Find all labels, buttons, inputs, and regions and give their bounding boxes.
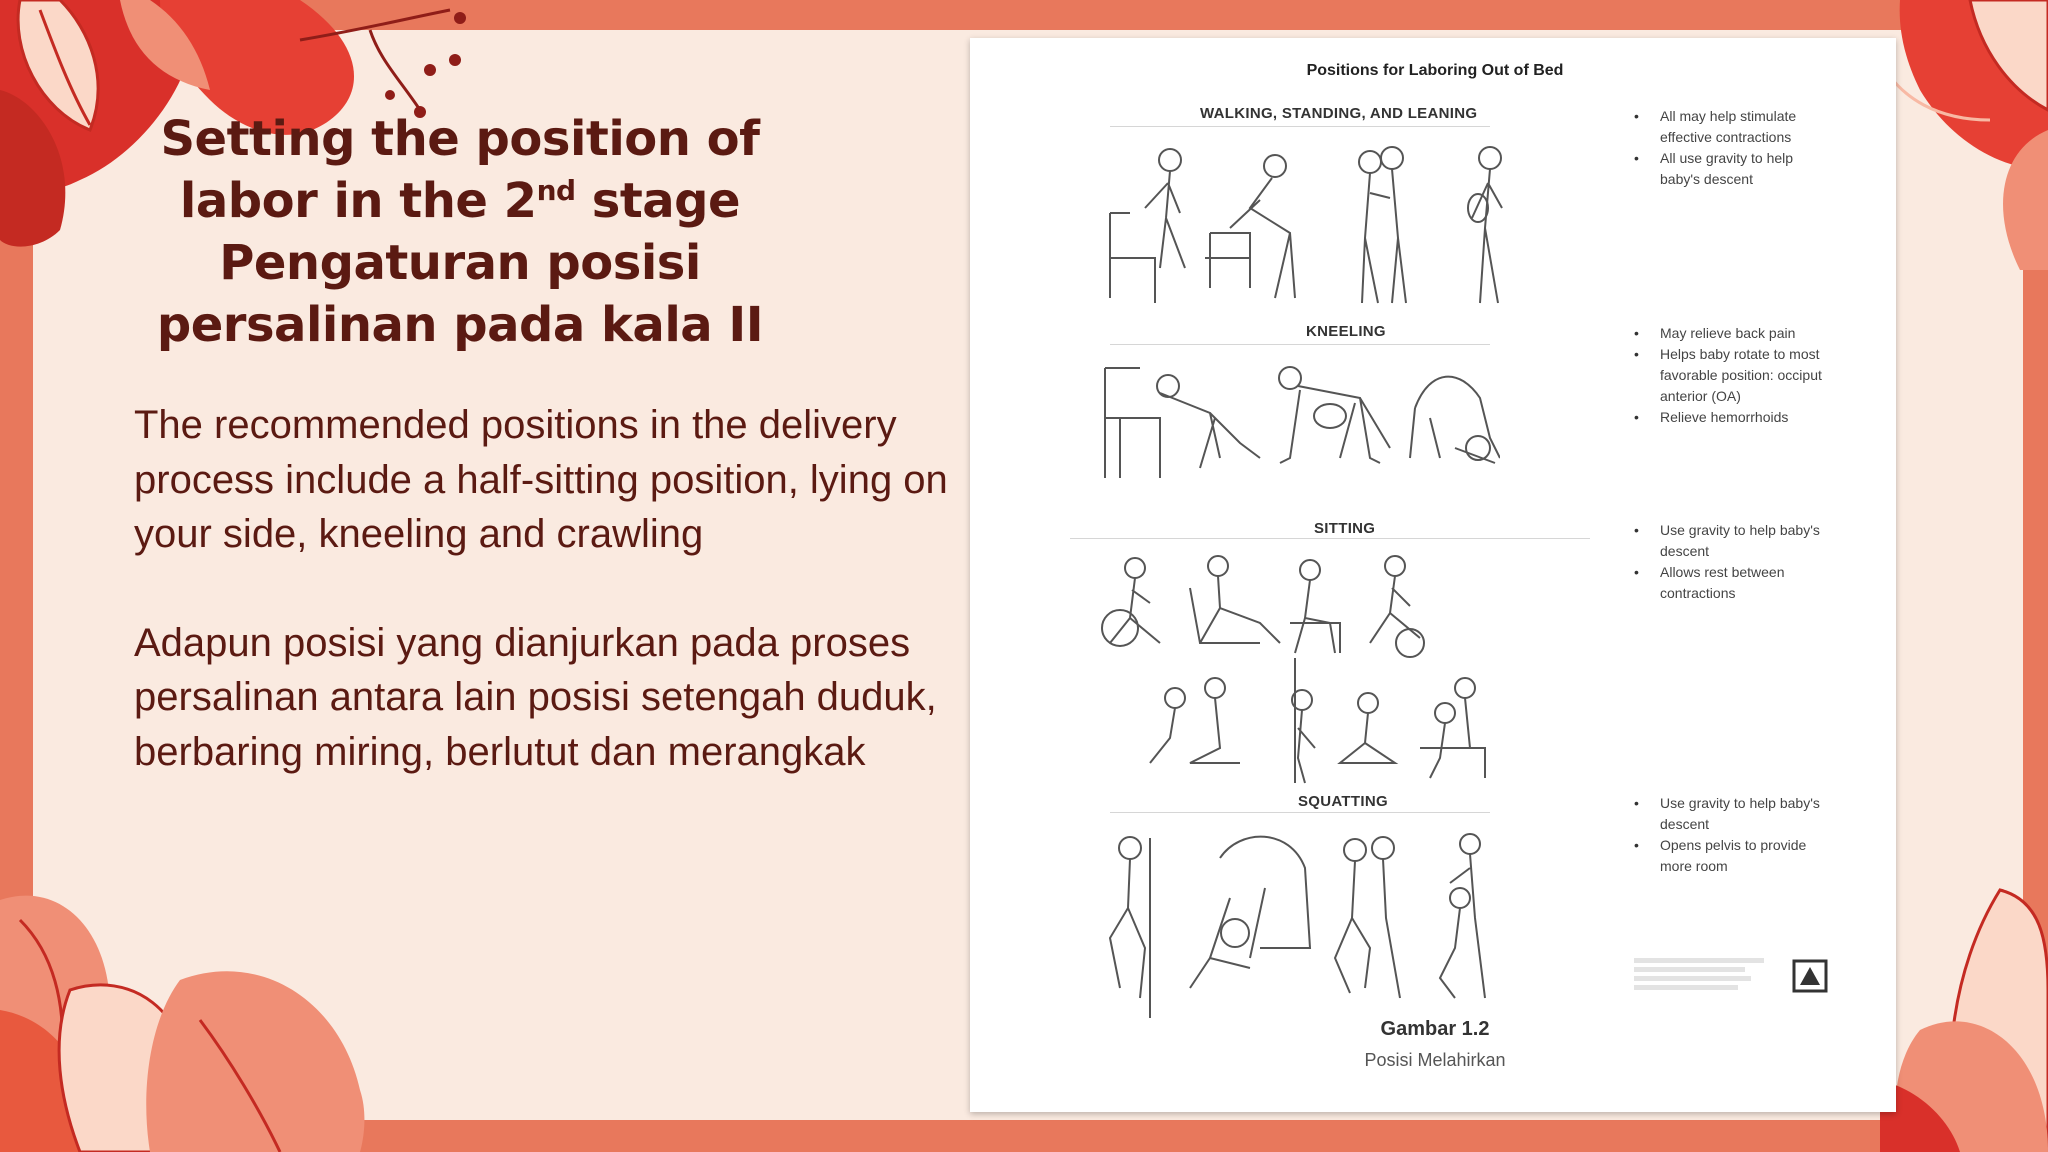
section-divider: [1070, 538, 1590, 539]
title-line-2-post: stage: [575, 173, 741, 229]
bullet-item: • All use gravity to help baby's descent: [1630, 148, 1830, 190]
section-label-walking: WALKING, STANDING, AND LEANING: [1200, 105, 1478, 122]
bullets-squatting: [1630, 793, 1830, 877]
figure-caption-subtitle: Posisi Melahirkan: [1364, 1050, 1506, 1070]
bullet-item: • All may help stimulate effective contractions: [1630, 106, 1830, 148]
bullets-walking: [1630, 106, 1830, 190]
bullet-item: • Relieve hemorrhoids: [1630, 407, 1830, 428]
body-text: [134, 398, 964, 779]
figure-caption-title: Gambar 1.2: [1380, 1018, 1490, 1040]
title-superscript: nd: [536, 174, 576, 207]
leaf-decoration-bottom-right: [1880, 880, 2048, 1152]
section-label-sitting: SITTING: [1314, 520, 1376, 537]
paragraph-indonesian: Adapun posisi yang dianjurkan pada proses persalinan antara lain posisi setengah duduk, berbaring miring, berlutut dan merangkak: [134, 620, 937, 774]
title-line-2: [120, 170, 800, 232]
title-line-2-pre: labor in the 2: [179, 173, 537, 229]
illustration-walking-standing: [1100, 138, 1520, 328]
figure-source-note: [1634, 958, 1764, 990]
labor-positions-figure: [970, 38, 1896, 1112]
leaf-decoration-bottom-left: [0, 860, 400, 1152]
section-divider: [1110, 812, 1490, 813]
bullet-item: • Opens pelvis to provide more room: [1630, 835, 1830, 877]
bullet-item: • Allows rest between contractions: [1630, 562, 1830, 604]
leaf-decoration-top-right: [1880, 0, 2048, 280]
section-divider: [1110, 126, 1490, 127]
title-line-4: persalinan pada kala II: [156, 297, 764, 353]
illustration-sitting: [1090, 548, 1510, 798]
figure-title: Positions for Laboring Out of Bed: [1306, 62, 1564, 79]
title-line-3: Pengaturan posisi: [219, 235, 701, 291]
bullet-item: • May relieve back pain: [1630, 323, 1830, 344]
title-line-1: Setting the position of: [160, 111, 760, 167]
section-label-kneeling: KNEELING: [1306, 323, 1386, 340]
publisher-logo-icon: [1792, 959, 1828, 993]
bullets-kneeling: [1630, 323, 1830, 428]
illustration-squatting: [1090, 828, 1510, 1038]
bullet-item: • Helps baby rotate to most favorable position: occiput anterior (OA): [1630, 344, 1830, 407]
section-divider: [1110, 344, 1490, 345]
bullet-item: • Use gravity to help baby's descent: [1630, 520, 1830, 562]
section-label-squatting: SQUATTING: [1298, 793, 1388, 810]
slide-title: [120, 108, 800, 356]
paragraph-english: The recommended positions in the delivery process include a half-sitting position, lying on your side, kneeling and crawling: [134, 403, 948, 556]
bullets-sitting: [1630, 520, 1830, 604]
bullet-item: • Use gravity to help baby's descent: [1630, 793, 1830, 835]
illustration-kneeling: [1100, 358, 1500, 498]
